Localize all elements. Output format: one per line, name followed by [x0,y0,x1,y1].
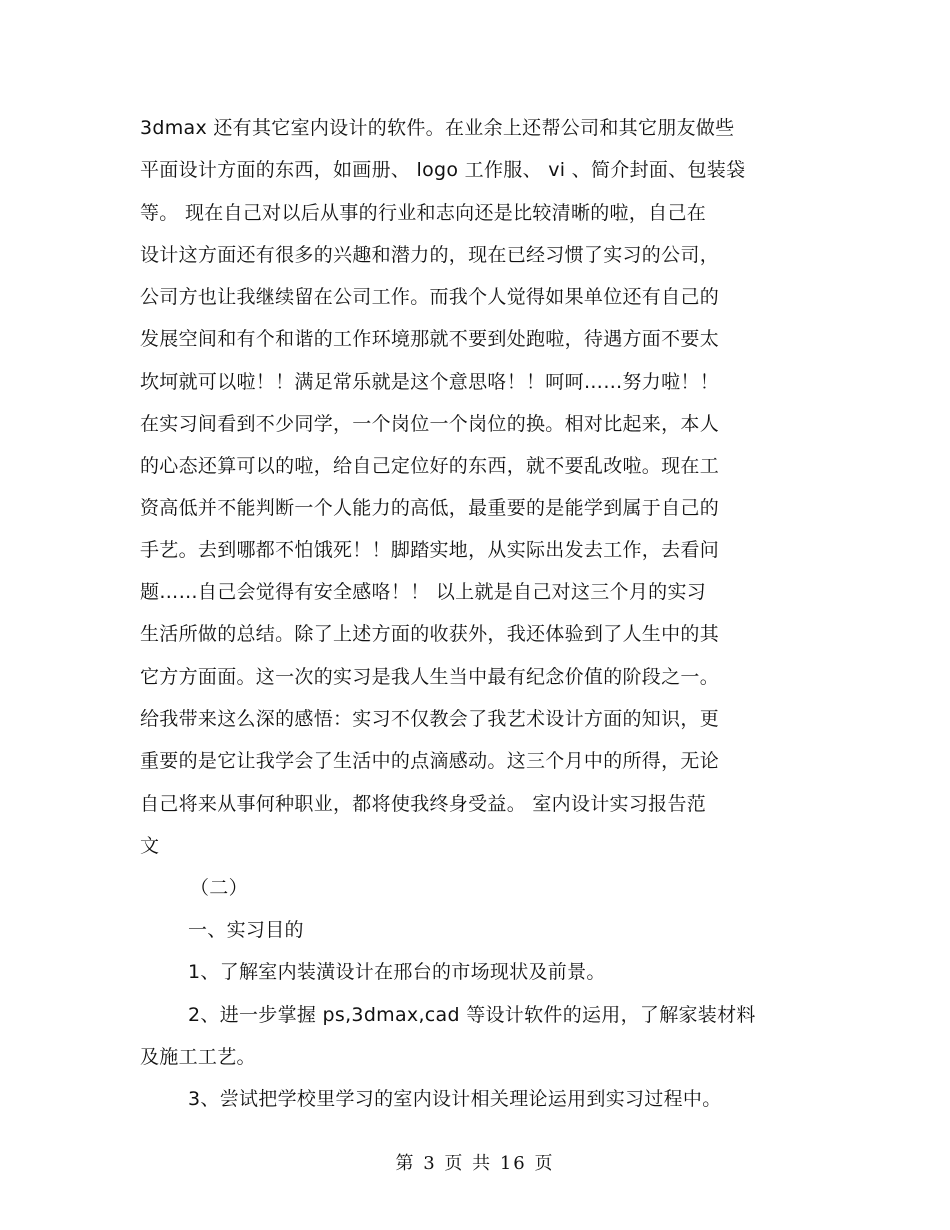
list-item-2: 2、进一步掌握 ps,3dmax,cad 等设计软件的运用，了解家装材料 [188,1004,756,1026]
section-number: （二） [190,877,248,899]
section-heading: 一、实习目的 [188,919,304,941]
list-item-2-continued: 及施工工艺。 [140,1046,256,1068]
body-line-9: 的心态还算可以的啦，给自己定位好的东西，就不要乱改啦。现在工 [140,455,720,477]
body-line-10: 资高低并不能判断一个人能力的高低，最重要的是能学到属于自己的 [140,497,720,519]
body-line-16: 重要的是它让我学会了生活中的点滴感动。这三个月中的所得，无论 [140,750,720,772]
list-item-1: 1、了解室内装潢设计在邢台的市场现状及前景。 [188,961,606,983]
body-line-6: 发展空间和有个和谐的工作环境那就不要到处跑啦，待遇方面不要太 [140,328,720,350]
body-line-3: 等。 现在自己对以后从事的行业和志向还是比较清晰的啦，自己在 [140,202,707,224]
list-item-3: 3、尝试把学校里学习的室内设计相关理论运用到实习过程中。 [188,1088,722,1110]
body-line-1: 3dmax 还有其它室内设计的软件。在业余上还帮公司和其它朋友做些 [140,117,735,139]
body-line-11: 手艺。去到哪都不怕饿死！！脚踏实地，从实际出发去工作，去看问 [140,539,720,561]
body-line-13: 生活所做的总结。除了上述方面的收获外，我还体验到了人生中的其 [140,623,720,645]
body-line-5: 公司方也让我继续留在公司工作。而我个人觉得如果单位还有自己的 [140,286,720,308]
body-line-14: 它方方面面。这一次的实习是我人生当中最有纪念价值的阶段之一。 [140,666,720,688]
body-line-4: 设计这方面还有很多的兴趣和潜力的，现在已经习惯了实习的公司， [140,244,720,266]
body-line-18: 文 [140,835,160,857]
page-number-footer: 第 3 页 共 16 页 [395,1153,555,1174]
body-line-12: 题……自己会觉得有安全感咯！！ 以上就是自己对这三个月的实习 [140,581,707,603]
body-line-8: 在实习间看到不少同学，一个岗位一个岗位的换。相对比起来，本人 [140,413,720,435]
body-line-15: 给我带来这么深的感悟：实习不仅教会了我艺术设计方面的知识，更 [140,708,720,730]
body-line-7: 坎坷就可以啦！！满足常乐就是这个意思咯！！呵呵……努力啦！！ [140,371,720,393]
body-line-17: 自己将来从事何种职业，都将使我终身受益。 室内设计实习报告范 [140,793,707,815]
body-line-2: 平面设计方面的东西，如画册、 logo 工作服、 vi 、简介封面、包装袋 [140,159,746,181]
